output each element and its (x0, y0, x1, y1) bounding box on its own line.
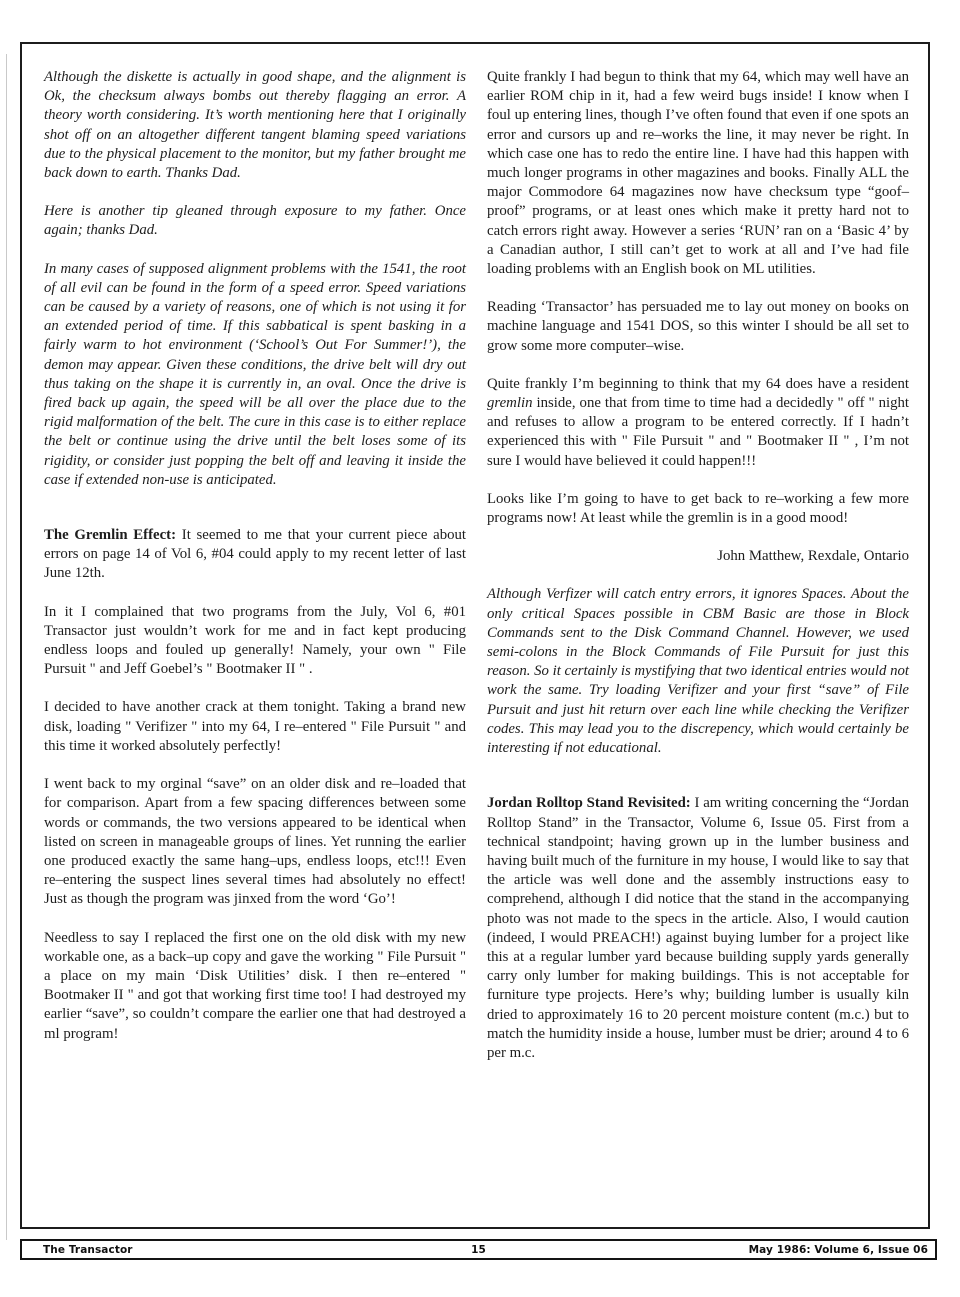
page-border-frame (20, 42, 930, 1229)
right-column (487, 68, 909, 1082)
footer-magazine-title: The Transactor (43, 1243, 133, 1256)
letter-paragraph-3-after: inside, one that from time to time had a decidedly " off " night and refuses to allow a program to be entered correctly. If I hadn’t experienced this with " File Pursuit " and " Bootmaker II " , I’m not sure I would have believed it could happen!!! (487, 395, 909, 469)
editorial-note-3: In many cases of supposed alignment problems with the 1541, the root of all evil can be found in the form of a speed error. Speed variations can be caused by a variety of reasons, one of which is not using it for an extended period of time. If this sabbatical is spent basking in a fairly warm to hot environment (‘School’s Out For Summer!’), the demon may appear. Given these conditions, the drive belt will dry out thus taking on the shape it is currently in, an oval. Once the drive is fired back up again, the speed will be all over the place due to the rigid malformation of the belt. The cure in this case is to either replace the belt or continue using the drive until the belt loses some of its rigidity, or consider just popping the belt off and leaving it inside the case if extended non-use is anticipated. (44, 260, 466, 488)
scan-edge-artifact (6, 54, 7, 1240)
letter-paragraph-4: Looks like I’m going to have to get back to re–working a few more programs now! At least while the gremlin is in a good mood! (487, 490, 909, 527)
jordan-rolltop-section-title: Jordan Rolltop Stand Revisited: (487, 795, 691, 812)
letter-paragraph-1: Quite frankly I had begun to think that my 64, which may well have an earlier ROM chip in it, had a few weird bugs inside! I know when I foul up entering lines, though I’ve often found that even if one spots an error and cursors up and re–works the line, it may never be right. In which case one has to redo the entire line. I have had this happen with much longer programs in other magazines and books. Finally ALL the major Commodore 64 magazines now have checksum type “goof–proof” programs, or at least ones which make it pretty hard not to catch errors right away. However a series ‘RUN’ ran on a ‘Basic 4’ by a Canadian author, I still can’t get to work at all and I’ve had file loading problems with an English book on ML utilities. (487, 69, 909, 278)
letter-paragraph-3-before: Quite frankly I’m beginning to think that my 64 does have a resident (487, 375, 909, 392)
letter-paragraph-2: Reading ‘Transactor’ has persuaded me to lay out money on books on machine language and 1541 DOS, so this winter I should be all set to grow some more computer–wise. (487, 299, 909, 354)
editorial-reply: Although Verfizer will catch entry errors, it ignores Spaces. About the only critical Spaces possible in CBM Basic are those in Block Commands sent to the Disk Command Channel. However, we used semi-colons in the Block Commands of File Pursuit for just this reason. So it certainly is mystifying that two identical entries would not work the same. Try loading Verifizer and your first “save” of File Pursuit and just hit return over each line while checking the Verifizer codes. This may lead you to the discrepency, which would certainly be interesting if not educational. (487, 586, 909, 757)
jordan-rolltop-paragraph-1 (487, 794, 909, 1063)
jordan-rolltop-paragraph-1-text: I am writing concerning the “Jordan Rolltop Stand” in the Transactor, Volume 6, Issue 05. First from a technical standpoint; having grown up in the lumber business and having built much of the furniture in my house, I would like to say that the article was well done and the assembly instructions easy to comprehend, although I did notice that the stand in the accompanying photo was not made to the specs in the article. Also, I would caution (indeed, I would PREACH!) against buying lumber for a project like this at a regular lumber yard because building supply yards generally carry only lumber for making buildings. This is not acceptable for furniture type projects. Here’s why; building lumber is usually kiln dried to approximately 16 to 20 percent moisture content (m.c.) but to match the humidity inside a house, lumber must be drier; around 4 to 6 per m.c. (487, 795, 909, 1061)
gremlin-effect-section-title: The Gremlin Effect: (44, 527, 177, 544)
two-column-layout (22, 44, 928, 1082)
left-column (44, 68, 466, 1082)
gremlin-effect-paragraph-4: I went back to my orginal “save” on an older disk and re–loaded that for comparison. Apart from a few spacing differences between some words or commands, the two versions appeared to be identical when listed on screen in manageable groups of lines. Yet running the earlier one produced exactly the same hang–ups, endless loops, etc!!! Even re–entering the suspect lines several times had absolutely no effect! Just as though the program was jinxed from the word ‘Go’! (44, 776, 466, 908)
gremlin-effect-paragraph-3: I decided to have another crack at them tonight. Taking a brand new disk, loading " Verifizer " into my 64, I re–entered " File Pursuit " and this time it worked absolutely perfectly! (44, 699, 466, 754)
gremlin-effect-paragraph-5: Needless to say I replaced the first one on the old disk with my new workable one, as a back–up copy and gave the working " File Pursuit " a place on my main ‘Disk Utilities’ disk. I then re–entered " Bootmaker II " and got that working first time too! I had destroyed my earlier “save”, so couldn’t compare the earlier one that had destroyed a ml program! (44, 929, 466, 1042)
footer-issue-label: May 1986: Volume 6, Issue 06 (748, 1243, 928, 1256)
letter-signature: John Matthew, Rexdale, Ontario (717, 548, 909, 565)
gremlin-effect-paragraph-1-text: It seemed to me that your current piece about errors on page 14 of Vol 6, #04 could apply to my recent letter of last June 12th. (44, 527, 466, 582)
footer-page-number: 15 (471, 1243, 486, 1256)
editorial-note-2: Here is another tip gleaned through exposure to my father. Once again; thanks Dad. (44, 203, 466, 239)
gremlin-effect-paragraph-2: In it I complained that two programs from the July, Vol 6, #01 Transactor just wouldn’t work for me and in fact kept producing endless loops and fouled up generally! Namely, your own " File Pursuit " and Jeff Goebel’s " Bootmaker II " . (44, 603, 466, 678)
editorial-note-1: Although the diskette is actually in good shape, and the alignment is Ok, the checksum always bombs out thereby flagging an error. A theory worth considering. It’s worth mentioning here that I originally shot off on an altogether different tangent blaming speed variations due to the physical placement to the monitor, but my father brought me back down to earth. Thanks Dad. (44, 69, 466, 182)
page-footer (20, 1239, 937, 1260)
letter-paragraph-3 (487, 375, 909, 471)
gremlin-effect-paragraph-1 (44, 526, 466, 584)
emphasized-word-gremlin: gremlin (487, 395, 533, 412)
